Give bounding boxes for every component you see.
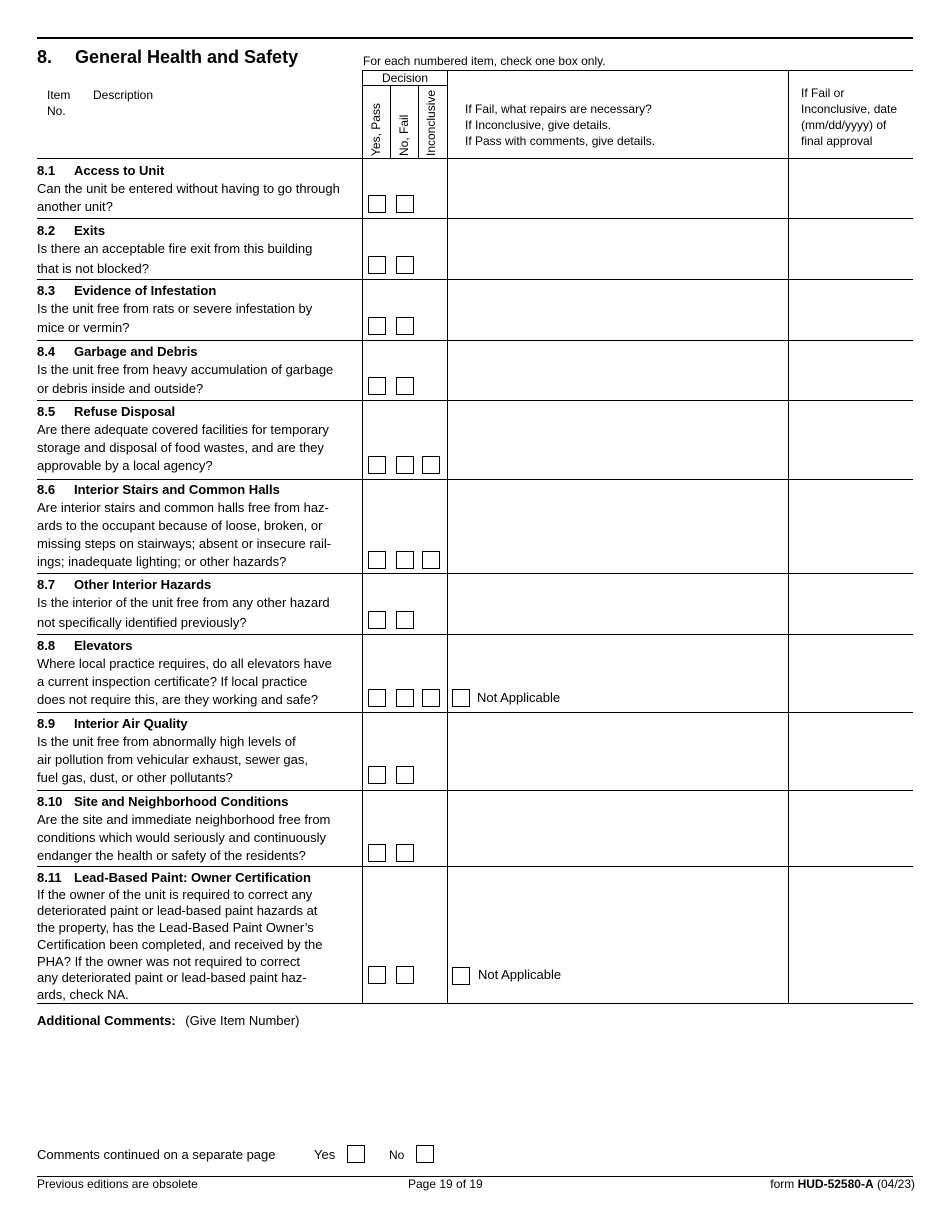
row-rule bbox=[37, 634, 913, 635]
item-8-7 bbox=[37, 576, 360, 632]
continued-yes-checkbox[interactable] bbox=[347, 1145, 365, 1163]
fail-checkbox-8-11[interactable] bbox=[396, 966, 414, 984]
header-decision: Decision bbox=[381, 71, 429, 85]
fail-checkbox-8-4[interactable] bbox=[396, 377, 414, 395]
item-title: Site and Neighborhood Conditions bbox=[74, 794, 289, 809]
not-applicable-label: Not Applicable bbox=[478, 967, 562, 982]
col-divider-decision-left bbox=[362, 70, 363, 1003]
item-line: approvable by a local agency? bbox=[37, 458, 213, 473]
row-rule bbox=[37, 400, 913, 401]
item-number: 8.11 bbox=[37, 870, 62, 885]
col-divider-date-left bbox=[788, 70, 789, 1003]
item-title: Access to Unit bbox=[74, 163, 165, 178]
item-number: 8.7 bbox=[37, 577, 56, 592]
item-8-3 bbox=[37, 282, 360, 337]
item-line: missing steps on stairways; absent or insecure rail- bbox=[37, 536, 332, 551]
item-line: Are interior stairs and common halls free from haz- bbox=[37, 500, 329, 515]
fail-checkbox-8-1[interactable] bbox=[396, 195, 414, 213]
item-line: that is not blocked? bbox=[37, 261, 150, 276]
item-line: another unit? bbox=[37, 199, 113, 214]
pass-checkbox-8-6[interactable] bbox=[368, 551, 386, 569]
fail-checkbox-8-10[interactable] bbox=[396, 844, 414, 862]
item-line: endanger the health or safety of the residents? bbox=[37, 848, 306, 863]
section-instruction: For each numbered item, check one box only. bbox=[363, 54, 606, 68]
pass-checkbox-8-9[interactable] bbox=[368, 766, 386, 784]
item-line: mice or vermin? bbox=[37, 320, 130, 335]
header-inconclusive: Inconclusive bbox=[424, 89, 438, 156]
continued-label: Comments continued on a separate page bbox=[37, 1147, 276, 1162]
item-line: Is the interior of the unit free from any other hazard bbox=[37, 595, 330, 610]
item-line: If the owner of the unit is required to correct any bbox=[37, 886, 313, 902]
not-applicable-checkbox-8-11[interactable] bbox=[452, 967, 470, 985]
row-rule bbox=[37, 479, 913, 480]
item-title: Other Interior Hazards bbox=[74, 577, 212, 592]
fail-checkbox-8-6[interactable] bbox=[396, 551, 414, 569]
footer-page-number: Page 19 of 19 bbox=[408, 1177, 483, 1191]
item-line: Is the unit free from rats or severe infestation by bbox=[37, 301, 313, 316]
item-number: 8.4 bbox=[37, 344, 56, 359]
not-applicable-checkbox-8-8[interactable] bbox=[452, 689, 470, 707]
item-title: Exits bbox=[74, 223, 106, 238]
pass-checkbox-8-2[interactable] bbox=[368, 256, 386, 274]
additional-comments-label: Additional Comments: bbox=[37, 1013, 176, 1028]
item-line: Are the site and immediate neighborhood free from bbox=[37, 812, 331, 827]
pass-checkbox-8-11[interactable] bbox=[368, 966, 386, 984]
pass-checkbox-8-7[interactable] bbox=[368, 611, 386, 629]
header-details-3: If Pass with comments, give details. bbox=[465, 134, 656, 148]
fail-checkbox-8-3[interactable] bbox=[396, 317, 414, 335]
item-8-4 bbox=[37, 343, 360, 398]
item-line: Certification been completed, and received by the bbox=[37, 936, 323, 952]
item-line: air pollution from vehicular exhaust, sewer gas, bbox=[37, 752, 308, 767]
col-divider-pass-fail bbox=[390, 85, 391, 158]
header-description: Description bbox=[93, 88, 154, 102]
pass-checkbox-8-1[interactable] bbox=[368, 195, 386, 213]
header-details-1: If Fail, what repairs are necessary? bbox=[465, 102, 652, 116]
inconclusive-checkbox-8-6[interactable] bbox=[422, 551, 440, 569]
fail-checkbox-8-5[interactable] bbox=[396, 456, 414, 474]
inconclusive-checkbox-8-8[interactable] bbox=[422, 689, 440, 707]
fail-checkbox-8-9[interactable] bbox=[396, 766, 414, 784]
item-number: 8.6 bbox=[37, 482, 56, 497]
item-title: Lead-Based Paint: Owner Certification bbox=[74, 870, 311, 885]
item-8-6 bbox=[37, 481, 360, 571]
pass-checkbox-8-10[interactable] bbox=[368, 844, 386, 862]
item-line: Are there adequate covered facilities for temporary bbox=[37, 422, 329, 437]
additional-comments bbox=[37, 1012, 299, 1030]
item-title: Refuse Disposal bbox=[74, 404, 176, 419]
item-title: Evidence of Infestation bbox=[74, 283, 217, 298]
item-8-8 bbox=[37, 637, 360, 709]
header-date-1: If Fail or bbox=[801, 86, 845, 100]
item-number: 8.2 bbox=[37, 223, 56, 238]
item-8-1 bbox=[37, 162, 360, 216]
additional-comments-area[interactable] bbox=[37, 1034, 913, 1134]
row-rule bbox=[37, 573, 913, 574]
item-line: conditions which would seriously and continuously bbox=[37, 830, 327, 845]
row-rule bbox=[37, 712, 913, 713]
header-date-2: Inconclusive, date bbox=[801, 102, 898, 116]
item-line: fuel gas, dust, or other pollutants? bbox=[37, 770, 233, 785]
item-line: Is the unit free from heavy accumulation of garbage bbox=[37, 362, 334, 377]
header-date-3: (mm/dd/yyyy) of bbox=[801, 118, 887, 132]
item-line: ings; inadequate lighting; or other hazards? bbox=[37, 554, 287, 569]
col-divider-details-left bbox=[447, 70, 448, 1003]
footer-obsolete-note: Previous editions are obsolete bbox=[37, 1177, 198, 1191]
fail-checkbox-8-7[interactable] bbox=[396, 611, 414, 629]
item-number: 8.3 bbox=[37, 283, 56, 298]
item-line: PHA? If the owner was not required to correct bbox=[37, 953, 301, 969]
item-line: not specifically identified previously? bbox=[37, 615, 247, 630]
item-line: Is the unit free from abnormally high levels of bbox=[37, 734, 296, 749]
item-line: Can the unit be entered without having to go through bbox=[37, 181, 340, 196]
footer-form-id bbox=[770, 1176, 915, 1192]
item-title: Interior Stairs and Common Halls bbox=[74, 482, 280, 497]
row-rule bbox=[37, 340, 913, 341]
inconclusive-checkbox-8-5[interactable] bbox=[422, 456, 440, 474]
item-line: any deteriorated paint or lead-based paint haz- bbox=[37, 970, 307, 986]
item-number: 8.8 bbox=[37, 638, 56, 653]
item-number: 8.9 bbox=[37, 716, 56, 731]
col-divider-fail-inconclusive bbox=[418, 85, 419, 158]
item-title: Elevators bbox=[74, 638, 133, 653]
item-8-5 bbox=[37, 403, 360, 475]
item-title: Garbage and Debris bbox=[74, 344, 198, 359]
row-rule bbox=[37, 279, 913, 280]
header-yes-pass: Yes, Pass bbox=[369, 103, 383, 156]
item-8-9 bbox=[37, 715, 360, 787]
continued-no-label: No bbox=[389, 1148, 405, 1162]
item-number: 8.10 bbox=[37, 794, 63, 809]
item-line: deteriorated paint or lead-based paint hazards at bbox=[37, 903, 318, 919]
not-applicable-label: Not Applicable bbox=[477, 690, 561, 705]
item-line: ards, check NA. bbox=[37, 986, 129, 1002]
item-line: the property, has the Lead-Based Paint Owner’s bbox=[37, 920, 314, 936]
item-8-2 bbox=[37, 222, 360, 278]
row-rule bbox=[37, 218, 913, 219]
additional-comments-hint: (Give Item Number) bbox=[185, 1013, 300, 1028]
section-number: 8. bbox=[37, 47, 53, 67]
item-number: 8.1 bbox=[37, 163, 56, 178]
item-line: or debris inside and outside? bbox=[37, 381, 204, 396]
fail-checkbox-8-2[interactable] bbox=[396, 256, 414, 274]
continued-no-checkbox[interactable] bbox=[416, 1145, 434, 1163]
continued-yes-label: Yes bbox=[314, 1147, 336, 1162]
item-line: storage and disposal of food wastes, and are they bbox=[37, 440, 324, 455]
pass-checkbox-8-4[interactable] bbox=[368, 377, 386, 395]
footer-form-date: (04/23) bbox=[876, 1177, 915, 1191]
item-title: Interior Air Quality bbox=[74, 716, 188, 731]
item-line: ards to the occupant because of loose, broken, or bbox=[37, 518, 323, 533]
item-line: does not require this, are they working and safe? bbox=[37, 692, 319, 707]
footer-form-prefix: form bbox=[770, 1177, 795, 1191]
fail-checkbox-8-8[interactable] bbox=[396, 689, 414, 707]
header-no-label: No. bbox=[47, 104, 66, 118]
header-item-label: Item bbox=[47, 88, 71, 102]
item-line: Is there an acceptable fire exit from this building bbox=[37, 241, 313, 256]
header-no-fail: No, Fail bbox=[397, 114, 411, 156]
item-number: 8.5 bbox=[37, 404, 56, 419]
pass-checkbox-8-5[interactable] bbox=[368, 456, 386, 474]
header-bottom-rule bbox=[37, 158, 913, 159]
top-rule bbox=[37, 37, 913, 39]
item-line: a current inspection certificate? If local practice bbox=[37, 674, 308, 689]
item-8-11 bbox=[37, 870, 360, 1004]
row-rule bbox=[37, 790, 913, 791]
item-8-10 bbox=[37, 793, 360, 865]
pass-checkbox-8-3[interactable] bbox=[368, 317, 386, 335]
row-rule bbox=[37, 866, 913, 867]
item-line: Where local practice requires, do all elevators have bbox=[37, 656, 332, 671]
header-details-2: If Inconclusive, give details. bbox=[465, 118, 612, 132]
section-title: General Health and Safety bbox=[75, 47, 299, 67]
pass-checkbox-8-8[interactable] bbox=[368, 689, 386, 707]
header-date-4: final approval bbox=[801, 134, 873, 148]
footer-form-number: HUD-52580-A bbox=[797, 1177, 874, 1191]
